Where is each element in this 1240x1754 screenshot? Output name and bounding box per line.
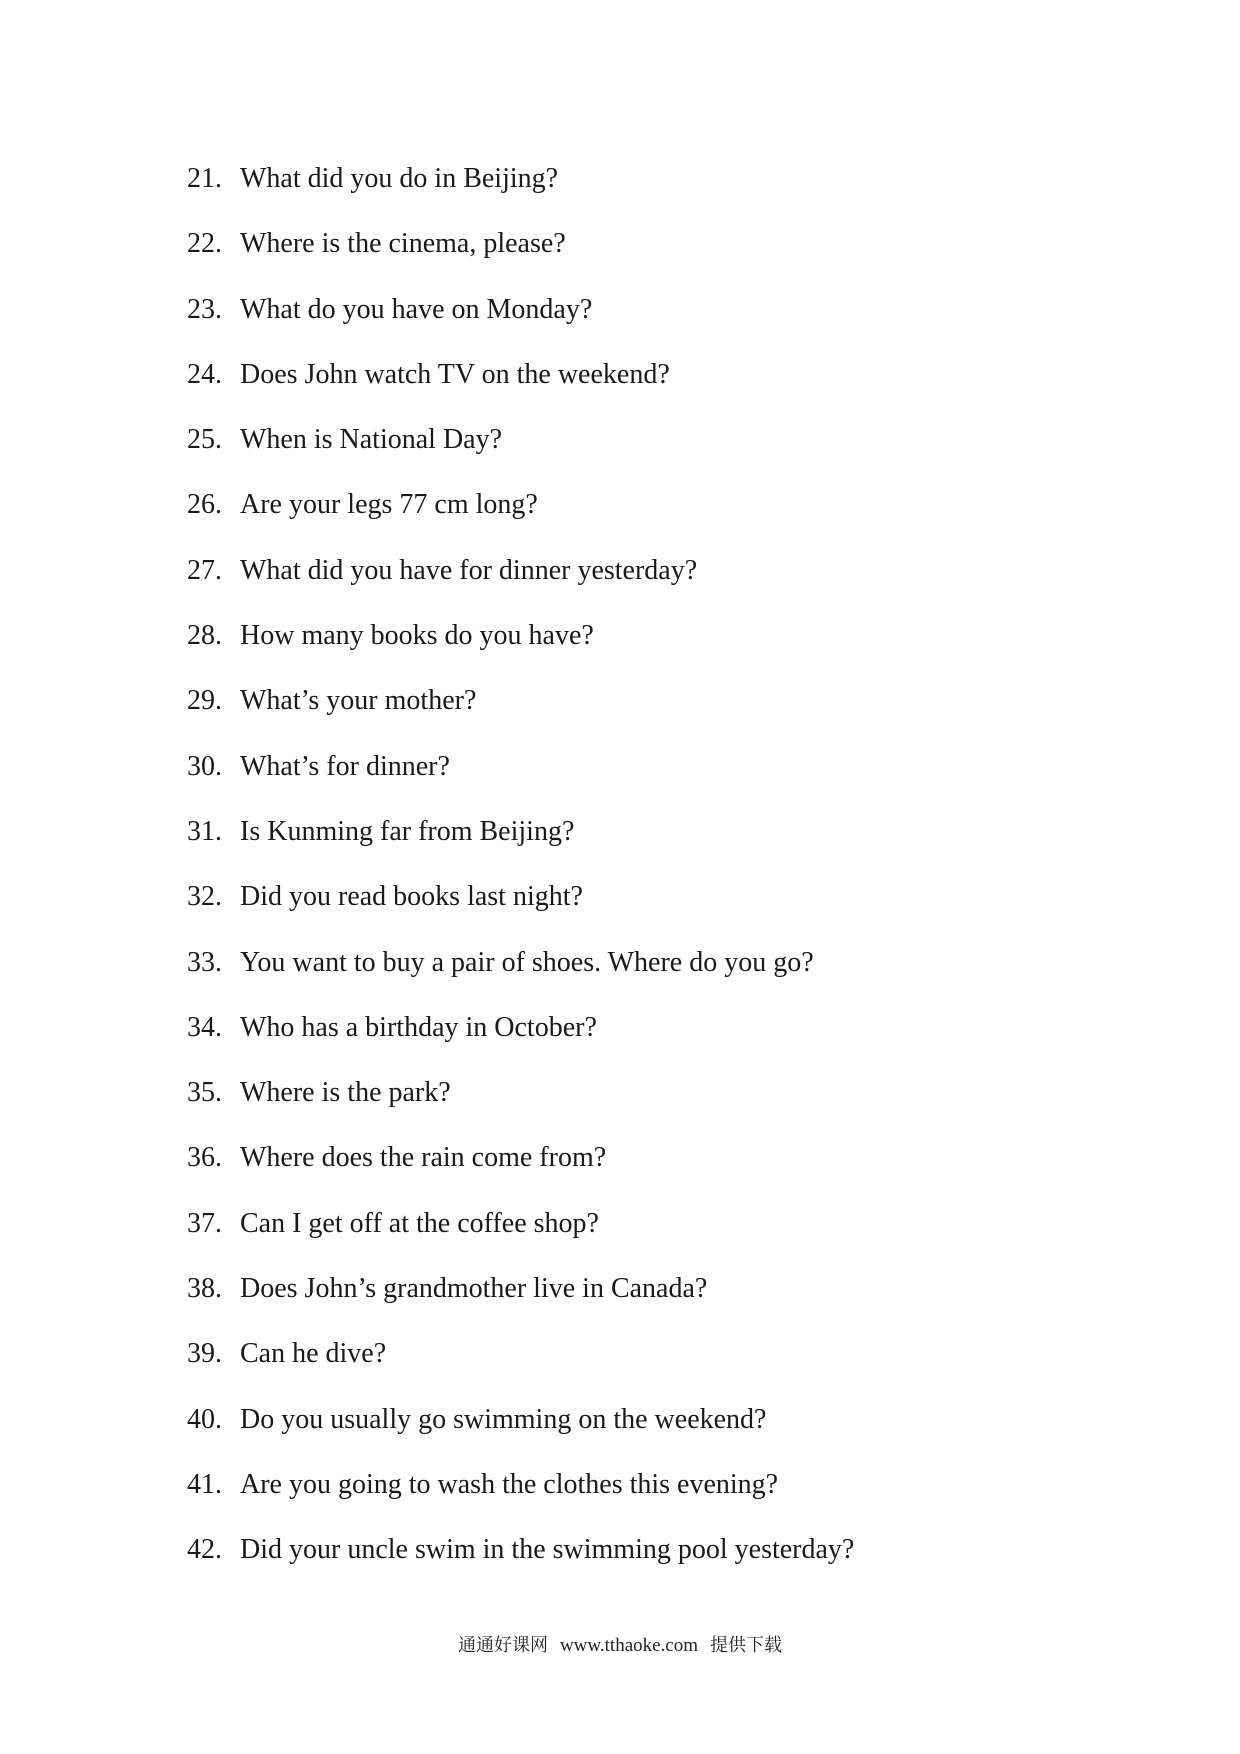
question-text: Can he dive? [240, 1338, 387, 1370]
question-text: Who has a birthday in October? [240, 1011, 597, 1043]
question-item [187, 230, 854, 295]
question-number: 31. [187, 815, 222, 847]
question-list [187, 165, 854, 1602]
question-item [187, 293, 854, 361]
question-number: 32. [187, 881, 222, 913]
question-item [187, 1079, 854, 1144]
question-item [187, 426, 854, 491]
question-text: When is National Day? [240, 424, 503, 456]
question-number: 21. [187, 163, 222, 194]
question-text: What’s for dinner? [240, 750, 450, 782]
question-text: What do you have on Monday? [240, 293, 593, 325]
question-number: 35. [187, 1077, 222, 1109]
footer-suffix: 提供下载 [710, 1635, 783, 1656]
question-text: Does John’s grandmother live in Canada? [240, 1273, 708, 1305]
question-text: Are you going to wash the clothes this evening? [240, 1468, 779, 1500]
question-item [187, 1011, 854, 1079]
question-number: 37. [187, 1207, 222, 1239]
question-number: 30. [187, 750, 222, 782]
question-text: Does John watch TV on the weekend? [240, 358, 670, 390]
question-number: 22. [187, 228, 222, 260]
question-number: 24. [187, 358, 222, 390]
question-item [187, 1340, 854, 1405]
question-text: Where does the rain come from? [240, 1142, 607, 1174]
question-number: 39. [187, 1338, 222, 1370]
question-item [187, 1403, 854, 1471]
question-text: What’s your mother? [240, 685, 477, 717]
question-number: 36. [187, 1142, 222, 1174]
question-number: 41. [187, 1468, 222, 1500]
question-number: 28. [187, 620, 222, 652]
question-item [187, 165, 854, 230]
question-text: Do you usually go swimming on the weekend? [240, 1403, 767, 1435]
question-number: 25. [187, 424, 222, 456]
question-item [187, 946, 854, 1014]
question-item [187, 554, 854, 622]
question-text: Can I get off at the coffee shop? [240, 1207, 599, 1239]
question-item [187, 358, 854, 426]
question-number: 38. [187, 1273, 222, 1305]
question-item [187, 491, 854, 556]
question-item [187, 750, 854, 818]
footer-site-name: 通通好课网 [457, 1635, 548, 1656]
footer-url: www.tthaoke.com [559, 1635, 699, 1656]
question-item [187, 687, 854, 752]
question-text: What did you do in Beijing? [240, 163, 559, 194]
question-text: What did you have for dinner yesterday? [240, 554, 698, 586]
question-item [187, 622, 854, 687]
question-number: 23. [187, 293, 222, 325]
question-text: You want to buy a pair of shoes. Where do you go? [240, 946, 814, 978]
page-footer [0, 1631, 1240, 1657]
question-item [187, 1144, 854, 1209]
question-item [187, 883, 854, 948]
question-text: Where is the park? [240, 1077, 451, 1109]
question-item [187, 815, 854, 883]
question-text: Are your legs 77 cm long? [240, 489, 538, 521]
question-text: Did your uncle swim in the swimming pool yesterday? [240, 1534, 855, 1566]
question-item [187, 1468, 854, 1536]
question-text: Did you read books last night? [240, 881, 583, 913]
question-item [187, 1207, 854, 1275]
question-number: 27. [187, 554, 222, 586]
question-item [187, 1275, 854, 1340]
question-text: Where is the cinema, please? [240, 228, 566, 260]
question-item [187, 1536, 854, 1601]
question-number: 40. [187, 1403, 222, 1435]
question-number: 29. [187, 685, 222, 717]
question-number: 33. [187, 946, 222, 978]
question-number: 26. [187, 489, 222, 521]
question-text: How many books do you have? [240, 620, 594, 652]
question-text: Is Kunming far from Beijing? [240, 815, 575, 847]
question-number: 34. [187, 1011, 222, 1043]
question-number: 42. [187, 1534, 222, 1566]
